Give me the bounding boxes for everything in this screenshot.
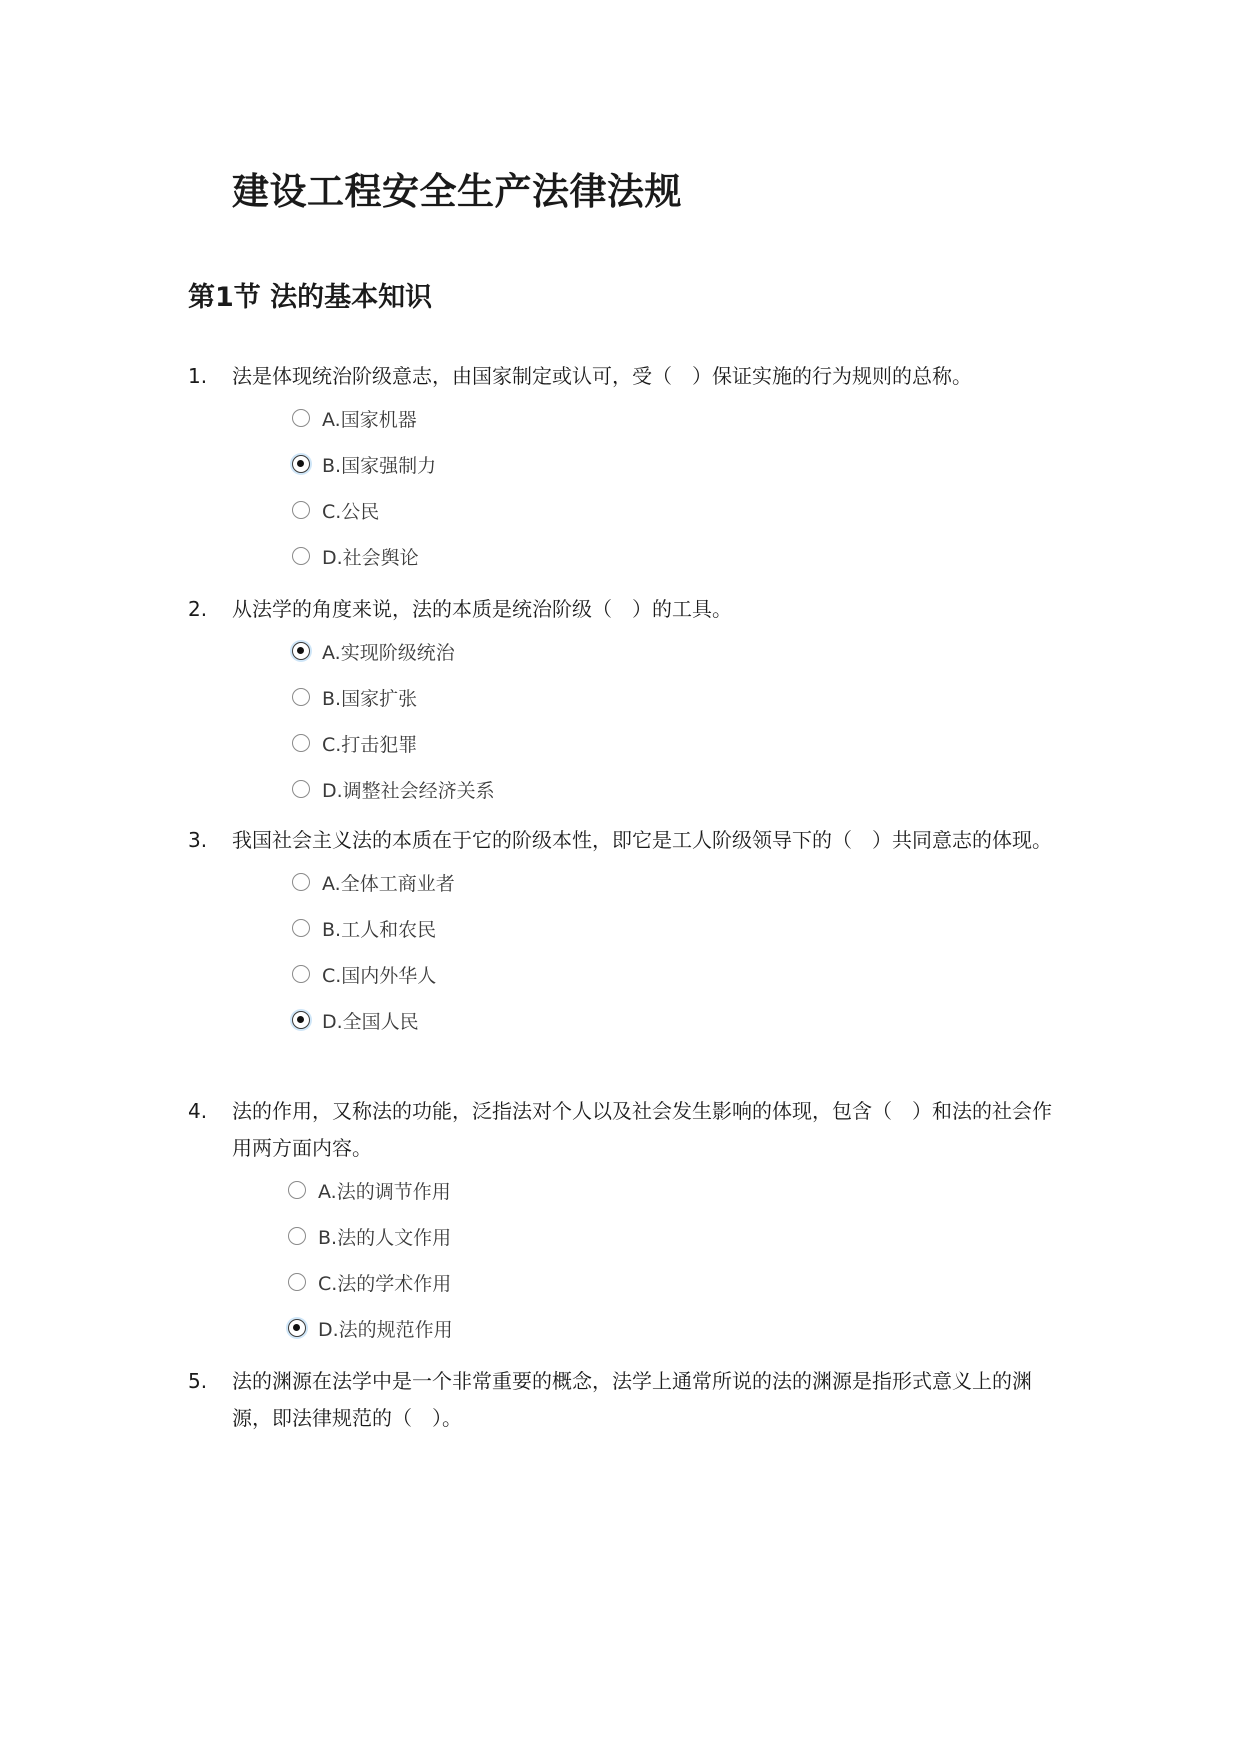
question-number: 3. [188, 828, 208, 852]
option-d[interactable] [292, 533, 1058, 579]
question-text: 法的渊源在法学中是一个非常重要的概念，法学上通常所说的法的渊源是指形式意义上的渊源，即法律规范的（ ）。 [232, 1369, 1032, 1430]
option-label: C.法的学术作用 [318, 1272, 452, 1295]
option-c[interactable] [292, 951, 1058, 997]
option-label: A.国家机器 [322, 408, 417, 431]
radio-button-checked-icon[interactable] [288, 1319, 306, 1337]
option-label: B.法的人文作用 [318, 1226, 452, 1249]
options-list [288, 1167, 1058, 1351]
radio-button-icon[interactable] [292, 919, 310, 937]
option-label: A.全体工商业者 [322, 872, 455, 895]
option-a[interactable] [292, 859, 1058, 905]
question-number: 5. [188, 1369, 208, 1393]
question-1 [188, 358, 1058, 579]
question-number: 1. [188, 364, 208, 388]
option-label: C.打击犯罪 [322, 733, 418, 756]
question-number: 2. [188, 597, 208, 621]
radio-button-checked-icon[interactable] [292, 642, 310, 660]
option-c[interactable] [288, 1259, 1058, 1305]
option-a[interactable] [288, 1167, 1058, 1213]
radio-button-icon[interactable] [288, 1181, 306, 1199]
option-b[interactable] [292, 674, 1058, 720]
question-text: 法的作用，又称法的功能，泛指法对个人以及社会发生影响的体现，包含（ ）和法的社会作用两方面内容。 [232, 1099, 1052, 1160]
options-list [292, 628, 1058, 812]
option-b[interactable] [288, 1213, 1058, 1259]
option-c[interactable] [292, 487, 1058, 533]
options-list [292, 859, 1058, 1043]
option-c[interactable] [292, 720, 1058, 766]
radio-button-icon[interactable] [288, 1227, 306, 1245]
question-3 [188, 822, 1058, 1043]
radio-button-icon[interactable] [292, 873, 310, 891]
radio-button-icon[interactable] [288, 1273, 306, 1291]
option-b[interactable] [292, 905, 1058, 951]
option-d[interactable] [292, 997, 1058, 1043]
question-number: 4. [188, 1099, 208, 1123]
option-d[interactable] [292, 766, 1058, 812]
question-text: 我国社会主义法的本质在于它的阶级本性，即它是工人阶级领导下的（ ）共同意志的体现。 [232, 828, 1052, 852]
option-label: B.工人和农民 [322, 918, 437, 941]
question-text: 法是体现统治阶级意志，由国家制定或认可，受（ ）保证实施的行为规则的总称。 [232, 364, 972, 388]
option-label: B.国家扩张 [322, 687, 418, 710]
radio-button-icon[interactable] [292, 547, 310, 565]
option-label: A.法的调节作用 [318, 1180, 451, 1203]
radio-button-icon[interactable] [292, 501, 310, 519]
radio-button-icon[interactable] [292, 734, 310, 752]
option-label: A.实现阶级统治 [322, 641, 455, 664]
radio-button-icon[interactable] [292, 409, 310, 427]
option-d[interactable] [288, 1305, 1058, 1351]
question-4 [188, 1093, 1058, 1351]
radio-button-icon[interactable] [292, 688, 310, 706]
document-title: 建设工程安全生产法律法规 [232, 170, 682, 213]
option-b[interactable] [292, 441, 1058, 487]
option-label: B.国家强制力 [322, 454, 437, 477]
option-label: C.国内外华人 [322, 964, 437, 987]
option-label: D.调整社会经济关系 [322, 779, 495, 802]
radio-button-checked-icon[interactable] [292, 1011, 310, 1029]
question-5 [188, 1363, 1058, 1437]
question-2 [188, 591, 1058, 812]
options-list [292, 395, 1058, 579]
radio-button-icon[interactable] [292, 965, 310, 983]
radio-button-checked-icon[interactable] [292, 455, 310, 473]
question-text: 从法学的角度来说，法的本质是统治阶级（ ）的工具。 [232, 597, 732, 621]
option-label: D.全国人民 [322, 1010, 419, 1033]
section-title: 第1节 法的基本知识 [188, 282, 433, 313]
option-a[interactable] [292, 628, 1058, 674]
option-label: C.公民 [322, 500, 380, 523]
option-label: D.法的规范作用 [318, 1318, 453, 1341]
option-label: D.社会舆论 [322, 546, 419, 569]
option-a[interactable] [292, 395, 1058, 441]
radio-button-icon[interactable] [292, 780, 310, 798]
